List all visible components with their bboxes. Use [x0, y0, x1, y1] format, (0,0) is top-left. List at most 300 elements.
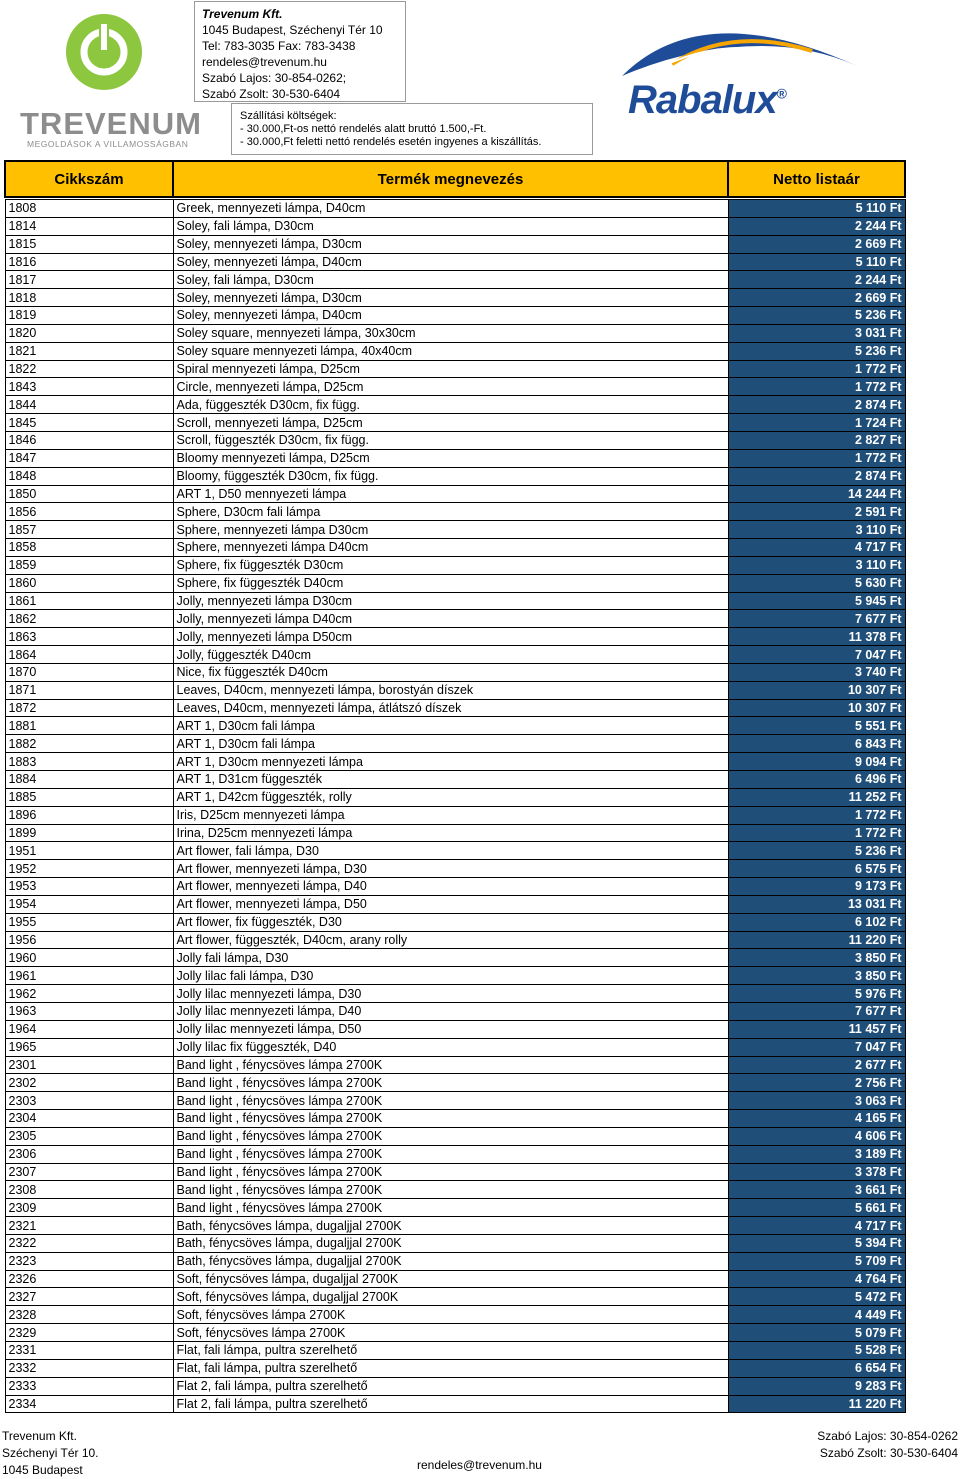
- table-row: [5, 1306, 905, 1324]
- item-code: 1861: [5, 592, 173, 610]
- item-price: 3 661 Ft: [728, 1181, 905, 1199]
- item-name: Flat 2, fali lámpa, pultra szerelhető: [173, 1395, 728, 1413]
- item-code: 1961: [5, 967, 173, 985]
- item-code: 1872: [5, 699, 173, 717]
- table-row: [5, 913, 905, 931]
- item-name: Jolly fali lámpa, D30: [173, 949, 728, 967]
- item-name: Band light , fénycsöves lámpa 2700K: [173, 1181, 728, 1199]
- item-name: Soley, mennyezeti lámpa, D40cm: [173, 307, 728, 325]
- table-row: [5, 431, 905, 449]
- item-name: ART 1, D30cm fali lámpa: [173, 717, 728, 735]
- item-price: 1 772 Ft: [728, 449, 905, 467]
- item-name: Bath, fénycsöves lámpa, dugaljjal 2700K: [173, 1252, 728, 1270]
- table-header-row: [5, 161, 905, 197]
- item-price: 5 110 Ft: [728, 200, 905, 218]
- power-icon: [18, 14, 194, 110]
- table-row: [5, 967, 905, 985]
- item-code: 1822: [5, 360, 173, 378]
- item-name: Circle, mennyezeti lámpa, D25cm: [173, 378, 728, 396]
- item-price: 4 606 Ft: [728, 1127, 905, 1145]
- table-row: [5, 699, 905, 717]
- item-name: Scroll, mennyezeti lámpa, D25cm: [173, 414, 728, 432]
- item-code: 1850: [5, 485, 173, 503]
- item-code: 1952: [5, 860, 173, 878]
- table-row: [5, 1217, 905, 1235]
- item-price: 3 740 Ft: [728, 663, 905, 681]
- item-price: 2 874 Ft: [728, 396, 905, 414]
- table-row: [5, 717, 905, 735]
- table-row: [5, 842, 905, 860]
- table-row: [5, 985, 905, 1003]
- item-code: 2304: [5, 1110, 173, 1128]
- price-table-body: [5, 197, 905, 1413]
- item-code: 2331: [5, 1342, 173, 1360]
- table-row: [5, 1020, 905, 1038]
- item-price: 5 661 Ft: [728, 1199, 905, 1217]
- item-name: Band light , fénycsöves lámpa 2700K: [173, 1092, 728, 1110]
- item-code: 1864: [5, 646, 173, 664]
- item-price: 9 283 Ft: [728, 1377, 905, 1395]
- item-name: Leaves, D40cm, mennyezeti lámpa, átlátszó díszek: [173, 699, 728, 717]
- item-name: Nice, fix függeszték D40cm: [173, 663, 728, 681]
- table-row: [5, 1110, 905, 1128]
- item-name: Art flower, fix függeszték, D30: [173, 913, 728, 931]
- item-price: 10 307 Ft: [728, 699, 905, 717]
- item-code: 1845: [5, 414, 173, 432]
- item-price: 7 677 Ft: [728, 610, 905, 628]
- item-code: 2332: [5, 1359, 173, 1377]
- item-price: 5 472 Ft: [728, 1288, 905, 1306]
- table-row: [5, 378, 905, 396]
- footer-company: Trevenum Kft.: [2, 1429, 77, 1443]
- table-row: [5, 307, 905, 325]
- item-name: Soley, mennyezeti lámpa, D30cm: [173, 289, 728, 307]
- item-name: Soft, fénycsöves lámpa, dugaljjal 2700K: [173, 1270, 728, 1288]
- item-name: Soft, fénycsöves lámpa 2700K: [173, 1306, 728, 1324]
- item-price: 3 850 Ft: [728, 949, 905, 967]
- item-price: 1 772 Ft: [728, 378, 905, 396]
- footer-email[interactable]: rendeles@trevenum.hu: [417, 1458, 542, 1472]
- item-code: 1816: [5, 253, 173, 271]
- item-price: 1 772 Ft: [728, 824, 905, 842]
- item-code: 1896: [5, 806, 173, 824]
- item-name: Bath, fénycsöves lámpa, dugaljjal 2700K: [173, 1234, 728, 1252]
- table-row: [5, 324, 905, 342]
- item-code: 1883: [5, 753, 173, 771]
- header-netto: Netto listaár: [728, 161, 905, 197]
- item-name: Leaves, D40cm, mennyezeti lámpa, borostyán díszek: [173, 681, 728, 699]
- item-code: 1955: [5, 913, 173, 931]
- item-name: Iris, D25cm mennyezeti lámpa: [173, 806, 728, 824]
- table-row: [5, 1359, 905, 1377]
- table-row: [5, 467, 905, 485]
- item-price: 9 094 Ft: [728, 753, 905, 771]
- table-row: [5, 360, 905, 378]
- table-row: [5, 1252, 905, 1270]
- item-code: 1860: [5, 574, 173, 592]
- table-row: [5, 878, 905, 896]
- item-price: 6 843 Ft: [728, 735, 905, 753]
- item-name: Jolly, függeszték D40cm: [173, 646, 728, 664]
- table-row: [5, 1181, 905, 1199]
- item-price: 6 496 Ft: [728, 771, 905, 789]
- footer-left: [2, 1428, 99, 1479]
- item-price: 7 047 Ft: [728, 646, 905, 664]
- item-price: 2 677 Ft: [728, 1056, 905, 1074]
- table-row: [5, 824, 905, 842]
- item-price: 11 378 Ft: [728, 628, 905, 646]
- table-row: [5, 735, 905, 753]
- shipping-line-1: - 30.000,Ft-os nettó rendelés alatt bruttó 1.500,-Ft.: [240, 123, 487, 135]
- item-name: Band light , fénycsöves lámpa 2700K: [173, 1199, 728, 1217]
- item-code: 1821: [5, 342, 173, 360]
- item-name: Soley, mennyezeti lámpa, D30cm: [173, 235, 728, 253]
- item-name: Soley, fali lámpa, D30cm: [173, 271, 728, 289]
- table-row: [5, 1199, 905, 1217]
- item-name: Jolly lilac fix függeszték, D40: [173, 1038, 728, 1056]
- item-price: 4 165 Ft: [728, 1110, 905, 1128]
- item-name: Art flower, mennyezeti lámpa, D50: [173, 895, 728, 913]
- item-price: 2 669 Ft: [728, 289, 905, 307]
- table-row: [5, 610, 905, 628]
- item-price: 5 976 Ft: [728, 985, 905, 1003]
- item-code: 1820: [5, 324, 173, 342]
- item-code: 1881: [5, 717, 173, 735]
- table-row: [5, 628, 905, 646]
- item-price: 11 220 Ft: [728, 931, 905, 949]
- item-name: Band light , fénycsöves lámpa 2700K: [173, 1110, 728, 1128]
- item-name: Band light , fénycsöves lámpa 2700K: [173, 1056, 728, 1074]
- table-row: [5, 342, 905, 360]
- table-row: [5, 235, 905, 253]
- table-row: [5, 1234, 905, 1252]
- item-code: 1848: [5, 467, 173, 485]
- item-price: 1 772 Ft: [728, 806, 905, 824]
- item-name: Soft, fénycsöves lámpa 2700K: [173, 1324, 728, 1342]
- table-row: [5, 414, 905, 432]
- item-name: Scroll, függeszték D30cm, fix függ.: [173, 431, 728, 449]
- item-name: Flat, fali lámpa, pultra szerelhető: [173, 1342, 728, 1360]
- item-price: 11 220 Ft: [728, 1395, 905, 1413]
- table-row: [5, 253, 905, 271]
- item-price: 3 031 Ft: [728, 324, 905, 342]
- item-name: Irina, D25cm mennyezeti lámpa: [173, 824, 728, 842]
- item-price: 2 669 Ft: [728, 235, 905, 253]
- item-name: Jolly lilac fali lámpa, D30: [173, 967, 728, 985]
- item-price: 5 551 Ft: [728, 717, 905, 735]
- item-price: 5 709 Ft: [728, 1252, 905, 1270]
- item-price: 5 528 Ft: [728, 1342, 905, 1360]
- item-price: 2 244 Ft: [728, 271, 905, 289]
- footer-contact-1: Szabó Lajos: 30-854-0262: [817, 1429, 958, 1443]
- table-row: [5, 1145, 905, 1163]
- item-price: 3 378 Ft: [728, 1163, 905, 1181]
- table-row: [5, 592, 905, 610]
- item-code: 2307: [5, 1163, 173, 1181]
- item-code: 2301: [5, 1056, 173, 1074]
- item-code: 1815: [5, 235, 173, 253]
- item-name: Soley, fali lámpa, D30cm: [173, 217, 728, 235]
- item-name: Bloomy mennyezeti lámpa, D25cm: [173, 449, 728, 467]
- item-name: Art flower, függeszték, D40cm, arany rolly: [173, 931, 728, 949]
- registered-mark: ®: [776, 85, 786, 102]
- item-code: 2322: [5, 1234, 173, 1252]
- item-name: Soley square mennyezeti lámpa, 40x40cm: [173, 342, 728, 360]
- item-code: 1847: [5, 449, 173, 467]
- item-name: Sphere, fix függeszték D40cm: [173, 574, 728, 592]
- table-row: [5, 556, 905, 574]
- item-price: 4 717 Ft: [728, 1217, 905, 1235]
- item-price: 4 449 Ft: [728, 1306, 905, 1324]
- table-row: [5, 200, 905, 218]
- item-code: 2306: [5, 1145, 173, 1163]
- table-row: [5, 788, 905, 806]
- table-row: [5, 949, 905, 967]
- item-code: 1964: [5, 1020, 173, 1038]
- item-code: 1953: [5, 878, 173, 896]
- item-name: Greek, mennyezeti lámpa, D40cm: [173, 200, 728, 218]
- item-price: 4 764 Ft: [728, 1270, 905, 1288]
- contact-person-2: Szabó Zsolt: 30-530-6404: [202, 87, 341, 101]
- item-price: 3 110 Ft: [728, 556, 905, 574]
- item-code: 1863: [5, 628, 173, 646]
- item-code: 1843: [5, 378, 173, 396]
- item-code: 1870: [5, 663, 173, 681]
- item-price: 5 630 Ft: [728, 574, 905, 592]
- item-price: 7 047 Ft: [728, 1038, 905, 1056]
- item-code: 1956: [5, 931, 173, 949]
- table-row: [5, 217, 905, 235]
- company-name: Trevenum Kft.: [202, 7, 283, 21]
- item-code: 2329: [5, 1324, 173, 1342]
- item-code: 1817: [5, 271, 173, 289]
- item-code: 1859: [5, 556, 173, 574]
- item-code: 1858: [5, 539, 173, 557]
- item-name: Jolly, mennyezeti lámpa D40cm: [173, 610, 728, 628]
- item-name: Bath, fénycsöves lámpa, dugaljjal 2700K: [173, 1217, 728, 1235]
- item-code: 1856: [5, 503, 173, 521]
- item-name: Band light , fénycsöves lámpa 2700K: [173, 1127, 728, 1145]
- table-row: [5, 1377, 905, 1395]
- table-row: [5, 1324, 905, 1342]
- table-row: [5, 1056, 905, 1074]
- item-price: 11 252 Ft: [728, 788, 905, 806]
- table-row: [5, 1038, 905, 1056]
- item-code: 2309: [5, 1199, 173, 1217]
- item-code: 2305: [5, 1127, 173, 1145]
- rabalux-wordmark: [628, 78, 786, 123]
- item-code: 1882: [5, 735, 173, 753]
- item-name: Ada, függeszték D30cm, fix függ.: [173, 396, 728, 414]
- item-price: 5 236 Ft: [728, 307, 905, 325]
- item-name: Jolly, mennyezeti lámpa D50cm: [173, 628, 728, 646]
- item-code: 1818: [5, 289, 173, 307]
- item-name: Flat 2, fali lámpa, pultra szerelhető: [173, 1377, 728, 1395]
- item-name: Jolly lilac mennyezeti lámpa, D50: [173, 1020, 728, 1038]
- footer-right: [817, 1428, 958, 1462]
- item-price: 11 457 Ft: [728, 1020, 905, 1038]
- item-name: ART 1, D31cm függeszték: [173, 771, 728, 789]
- item-code: 2323: [5, 1252, 173, 1270]
- item-code: 2321: [5, 1217, 173, 1235]
- item-name: Sphere, mennyezeti lámpa D30cm: [173, 521, 728, 539]
- item-price: 2 591 Ft: [728, 503, 905, 521]
- company-address: 1045 Budapest, Széchenyi Tér 10: [202, 23, 383, 37]
- item-code: 1819: [5, 307, 173, 325]
- item-price: 5 945 Ft: [728, 592, 905, 610]
- table-row: [5, 860, 905, 878]
- item-price: 1 772 Ft: [728, 360, 905, 378]
- item-price: 13 031 Ft: [728, 895, 905, 913]
- item-name: Spiral mennyezeti lámpa, D25cm: [173, 360, 728, 378]
- contact-box: [194, 1, 406, 102]
- item-name: Band light , fénycsöves lámpa 2700K: [173, 1163, 728, 1181]
- item-price: 3 110 Ft: [728, 521, 905, 539]
- shipping-line-2: - 30.000,Ft feletti nettó rendelés esetén ingyenes a kiszállítás.: [240, 136, 542, 148]
- item-name: Band light , fénycsöves lámpa 2700K: [173, 1074, 728, 1092]
- item-code: 2302: [5, 1074, 173, 1092]
- table-row: [5, 1092, 905, 1110]
- trevenum-wordmark: TREVENUM: [20, 106, 202, 141]
- item-price: 3 189 Ft: [728, 1145, 905, 1163]
- item-name: Soft, fénycsöves lámpa, dugaljjal 2700K: [173, 1288, 728, 1306]
- table-row: [5, 895, 905, 913]
- item-name: Sphere, fix függeszték D30cm: [173, 556, 728, 574]
- item-name: ART 1, D30cm fali lámpa: [173, 735, 728, 753]
- item-name: Art flower, mennyezeti lámpa, D40: [173, 878, 728, 896]
- item-code: 1960: [5, 949, 173, 967]
- item-name: ART 1, D42cm függeszték, rolly: [173, 788, 728, 806]
- item-name: Art flower, mennyezeti lámpa, D30: [173, 860, 728, 878]
- table-row: [5, 396, 905, 414]
- item-price: 5 394 Ft: [728, 1234, 905, 1252]
- table-row: [5, 806, 905, 824]
- item-code: 1808: [5, 200, 173, 218]
- item-price: 4 717 Ft: [728, 539, 905, 557]
- footer-city: 1045 Budapest: [2, 1463, 83, 1477]
- company-email[interactable]: rendeles@trevenum.hu: [202, 55, 327, 69]
- footer-street: Széchenyi Tér 10.: [2, 1446, 99, 1460]
- item-code: 2308: [5, 1181, 173, 1199]
- table-row: [5, 1270, 905, 1288]
- item-code: 1857: [5, 521, 173, 539]
- company-phone: Tel: 783-3035 Fax: 783-3438: [202, 39, 356, 53]
- footer-contact-2: Szabó Zsolt: 30-530-6404: [819, 1446, 958, 1460]
- table-row: [5, 753, 905, 771]
- table-row: [5, 1342, 905, 1360]
- item-price: 5 079 Ft: [728, 1324, 905, 1342]
- item-price: 14 244 Ft: [728, 485, 905, 503]
- item-price: 1 724 Ft: [728, 414, 905, 432]
- item-price: 9 173 Ft: [728, 878, 905, 896]
- table-row: [5, 1395, 905, 1413]
- item-code: 1962: [5, 985, 173, 1003]
- item-code: 1844: [5, 396, 173, 414]
- item-code: 1871: [5, 681, 173, 699]
- item-name: Art flower, fali lámpa, D30: [173, 842, 728, 860]
- item-price: 7 677 Ft: [728, 1002, 905, 1020]
- table-row: [5, 1074, 905, 1092]
- item-code: 2303: [5, 1092, 173, 1110]
- shipping-title: Szállítási költségek:: [240, 110, 337, 122]
- table-row: [5, 449, 905, 467]
- item-code: 1899: [5, 824, 173, 842]
- item-code: 1951: [5, 842, 173, 860]
- item-code: 2326: [5, 1270, 173, 1288]
- item-name: Jolly lilac mennyezeti lámpa, D40: [173, 1002, 728, 1020]
- item-price: 3 063 Ft: [728, 1092, 905, 1110]
- item-name: Jolly, mennyezeti lámpa D30cm: [173, 592, 728, 610]
- table-row: [5, 1288, 905, 1306]
- item-price: 10 307 Ft: [728, 681, 905, 699]
- item-price: 2 244 Ft: [728, 217, 905, 235]
- item-code: 1814: [5, 217, 173, 235]
- table-row: [5, 1002, 905, 1020]
- item-price: 5 236 Ft: [728, 342, 905, 360]
- table-row: [5, 771, 905, 789]
- item-price: 6 102 Ft: [728, 913, 905, 931]
- item-code: 1965: [5, 1038, 173, 1056]
- item-name: Soley, mennyezeti lámpa, D40cm: [173, 253, 728, 271]
- item-name: Flat, fali lámpa, pultra szerelhető: [173, 1359, 728, 1377]
- table-row: [5, 1163, 905, 1181]
- price-table: [4, 160, 906, 1413]
- item-code: 1846: [5, 431, 173, 449]
- table-row: [5, 931, 905, 949]
- table-row: [5, 271, 905, 289]
- item-price: 6 575 Ft: [728, 860, 905, 878]
- item-code: 2328: [5, 1306, 173, 1324]
- table-row: [5, 681, 905, 699]
- header-cikkszam: Cikkszám: [5, 161, 173, 197]
- table-row: [5, 539, 905, 557]
- item-code: 2333: [5, 1377, 173, 1395]
- item-name: Jolly lilac mennyezeti lámpa, D30: [173, 985, 728, 1003]
- table-row: [5, 521, 905, 539]
- item-code: 2327: [5, 1288, 173, 1306]
- item-name: ART 1, D50 mennyezeti lámpa: [173, 485, 728, 503]
- table-row: [5, 485, 905, 503]
- item-name: ART 1, D30cm mennyezeti lámpa: [173, 753, 728, 771]
- table-row: [5, 1127, 905, 1145]
- table-row: [5, 646, 905, 664]
- item-code: 1963: [5, 1002, 173, 1020]
- item-price: 5 236 Ft: [728, 842, 905, 860]
- page-footer: [0, 1426, 960, 1476]
- item-price: 6 654 Ft: [728, 1359, 905, 1377]
- item-price: 5 110 Ft: [728, 253, 905, 271]
- contact-person-1: Szabó Lajos: 30-854-0262;: [202, 71, 347, 85]
- item-price: 2 827 Ft: [728, 431, 905, 449]
- item-code: 2334: [5, 1395, 173, 1413]
- item-code: 1884: [5, 771, 173, 789]
- item-name: Sphere, mennyezeti lámpa D40cm: [173, 539, 728, 557]
- table-row: [5, 663, 905, 681]
- header-termek: Termék megnevezés: [173, 161, 728, 197]
- table-row: [5, 574, 905, 592]
- item-price: 2 874 Ft: [728, 467, 905, 485]
- item-name: Sphere, D30cm fali lámpa: [173, 503, 728, 521]
- trevenum-tagline: MEGOLDÁSOK A VILLAMOSSÁGBAN: [27, 139, 189, 149]
- item-name: Soley square, mennyezeti lámpa, 30x30cm: [173, 324, 728, 342]
- item-price: 3 850 Ft: [728, 967, 905, 985]
- item-price: 2 756 Ft: [728, 1074, 905, 1092]
- item-code: 1885: [5, 788, 173, 806]
- item-name: Band light , fénycsöves lámpa 2700K: [173, 1145, 728, 1163]
- brand-name: Rabalux: [628, 78, 777, 122]
- item-code: 1862: [5, 610, 173, 628]
- item-code: 1954: [5, 895, 173, 913]
